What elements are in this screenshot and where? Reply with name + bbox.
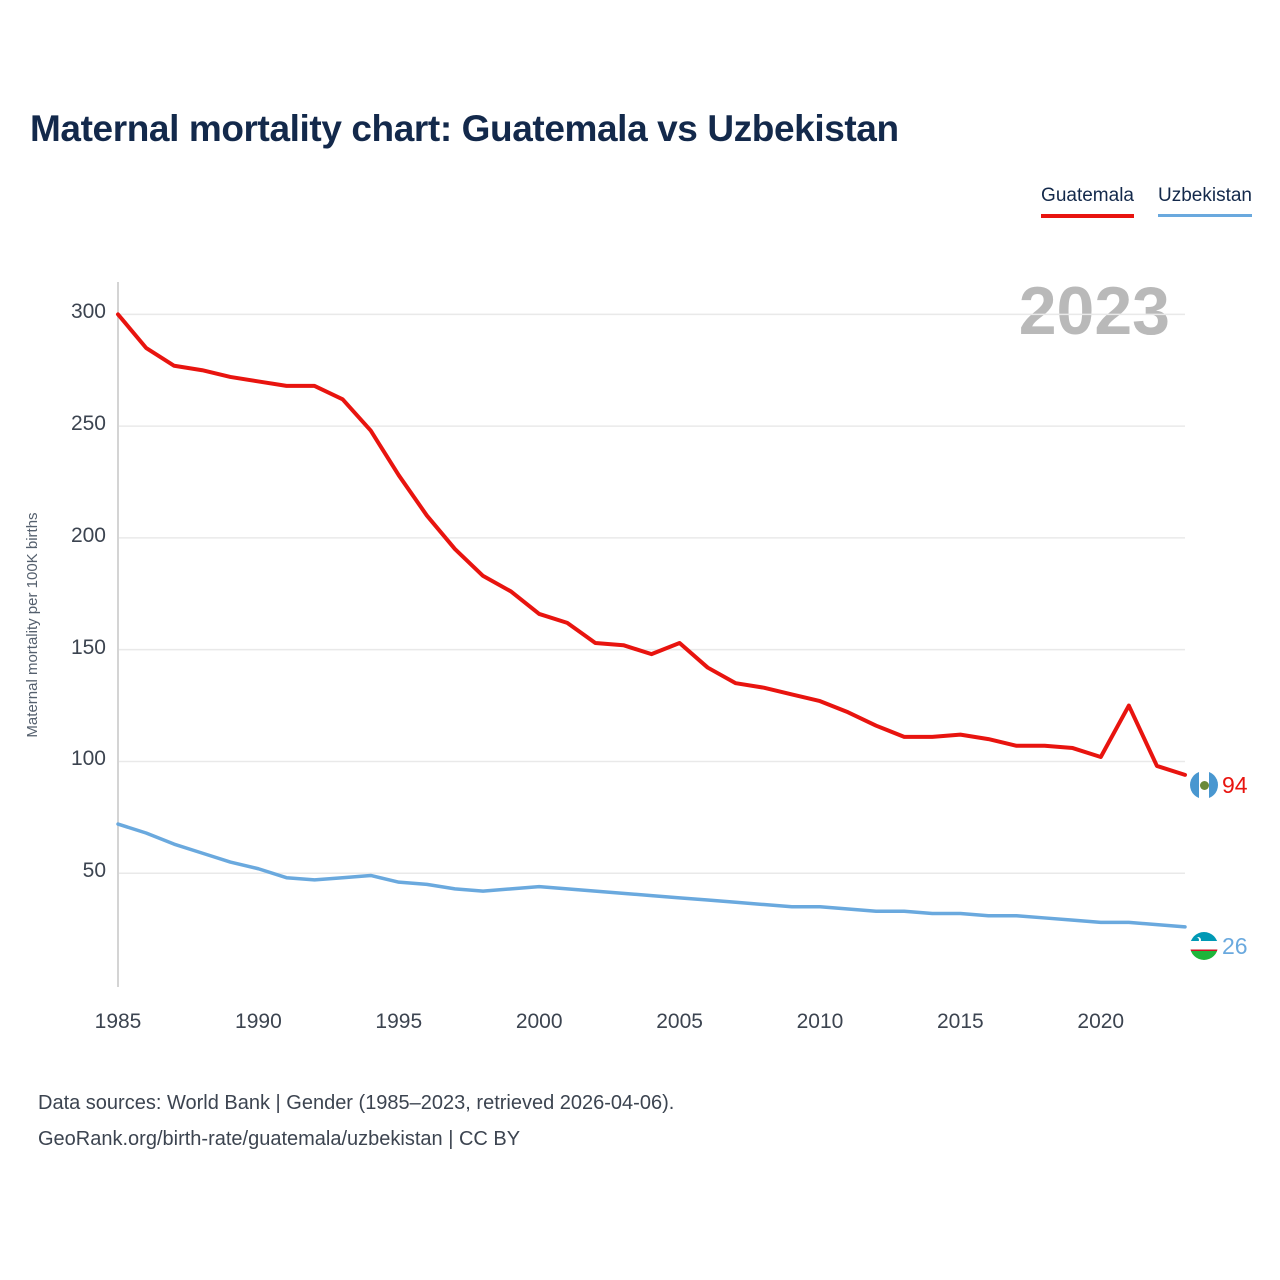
chart-gridlines bbox=[118, 314, 1185, 873]
end-label-guatemala-value: 94 bbox=[1222, 771, 1248, 798]
y-tick-label: 300 bbox=[70, 300, 106, 324]
x-tick-label: 2005 bbox=[656, 1010, 703, 1033]
y-tick-label: 100 bbox=[70, 747, 106, 771]
legend-item-guatemala[interactable]: Guatemala bbox=[1041, 186, 1134, 218]
legend-item-uzbekistan[interactable]: Uzbekistan bbox=[1158, 186, 1252, 217]
x-tick-label: 2020 bbox=[1077, 1010, 1125, 1033]
end-label-uzbekistan-value: 26 bbox=[1222, 932, 1248, 959]
y-tick-label: 250 bbox=[70, 412, 106, 436]
x-tick-label: 1995 bbox=[375, 1010, 423, 1033]
series-line-guatemala bbox=[118, 314, 1185, 775]
uzbekistan-flag-icon bbox=[1190, 932, 1218, 960]
series-line-uzbekistan bbox=[118, 824, 1185, 927]
x-tick-label: 1985 bbox=[94, 1010, 142, 1033]
y-tick-label: 200 bbox=[70, 523, 106, 547]
page-title: Maternal mortality chart: Guatemala vs Uzbekistan bbox=[30, 108, 899, 149]
x-tick-label: 2015 bbox=[937, 1010, 984, 1033]
y-tick-label: 150 bbox=[70, 635, 106, 659]
x-tick-label: 2010 bbox=[796, 1010, 844, 1033]
x-tick-label: 1990 bbox=[235, 1010, 282, 1033]
y-axis-title-text: Maternal mortality per 100K births bbox=[24, 512, 41, 738]
guatemala-flag-icon bbox=[1190, 771, 1218, 799]
footer-attribution: GeoRank.org/birth-rate/guatemala/uzbekistan | CC BY bbox=[38, 1128, 521, 1150]
end-label-uzbekistan bbox=[1190, 932, 1248, 960]
footer-data-sources: Data sources: World Bank | Gender (1985–2023, retrieved 2026-04-06). bbox=[38, 1092, 675, 1114]
y-tick-label: 50 bbox=[82, 859, 106, 883]
year-watermark: 2023 bbox=[1018, 273, 1170, 349]
x-tick-label: 2000 bbox=[515, 1010, 563, 1033]
end-label-guatemala bbox=[1190, 771, 1248, 799]
